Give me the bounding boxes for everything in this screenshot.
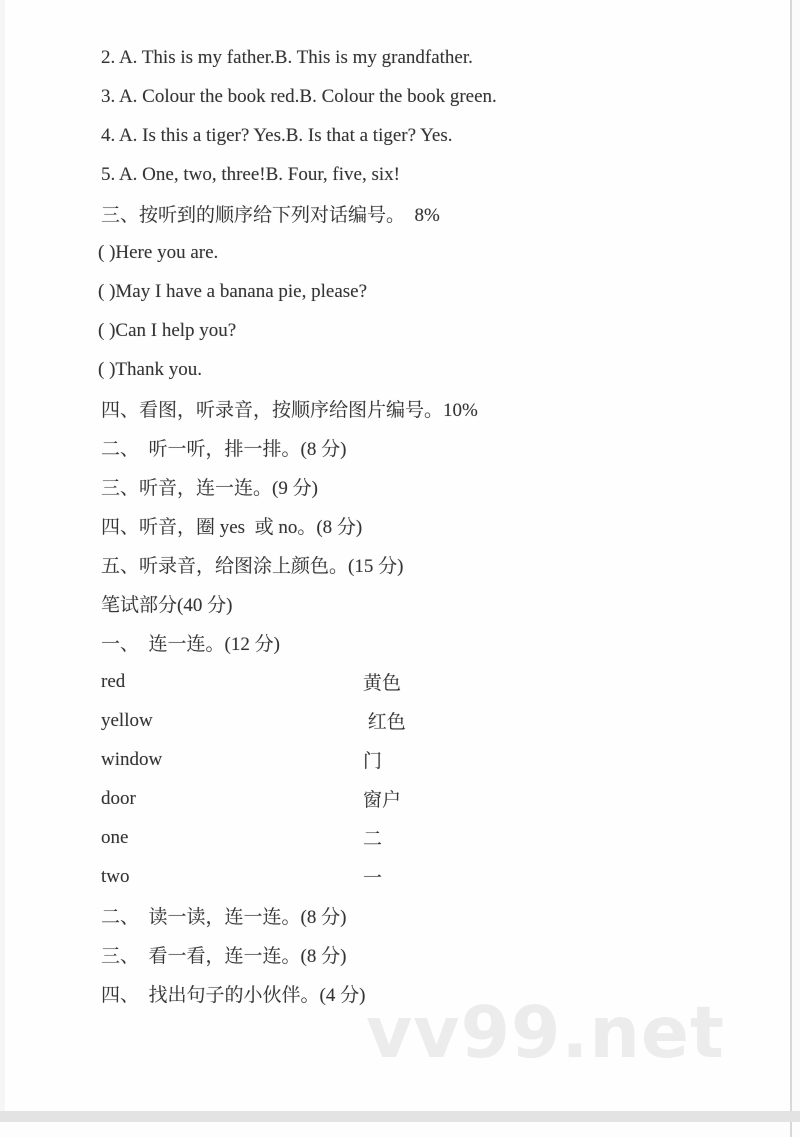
dialogue-line: ( )Thank you. bbox=[98, 358, 202, 380]
paper-part-line: 五、听录音，给图涂上颜色。(15 分) bbox=[101, 556, 404, 577]
match-row bbox=[101, 857, 761, 896]
page-left-edge bbox=[0, 0, 5, 1137]
dialogue-line: ( )Can I help you? bbox=[98, 319, 237, 341]
paper-part-line: 二、 听一听，排一排。(8 分) bbox=[101, 439, 347, 460]
match-word-zh: 二 bbox=[363, 829, 383, 850]
paper-part-line: 三、听音，连一连。(9 分) bbox=[101, 478, 318, 499]
next-page-edge bbox=[0, 1122, 800, 1137]
page-bottom-separator bbox=[0, 1111, 800, 1122]
written-section-four-heading: 四、 找出句子的小伙伴。(4 分) bbox=[101, 985, 366, 1006]
match-word-en: red bbox=[101, 670, 126, 692]
match-word-en: two bbox=[101, 865, 130, 887]
choice-option-line: 5. A. One, two, three!B. Four, five, six! bbox=[101, 163, 400, 185]
match-word-zh: 红色 bbox=[363, 712, 406, 733]
match-row bbox=[101, 662, 761, 701]
match-row bbox=[101, 779, 761, 818]
choice-option-line: 2. A. This is my father.B. This is my grandfather. bbox=[101, 46, 473, 68]
match-word-zh: 窗户 bbox=[363, 790, 402, 811]
paper-part-line: 四、听音，圈 yes 或 no。(8 分) bbox=[101, 517, 363, 538]
section-four-heading: 四、看图，听录音，按顺序给图片编号。10% bbox=[101, 400, 478, 421]
match-row bbox=[101, 818, 761, 857]
match-word-en: yellow bbox=[101, 709, 153, 731]
watermark: vv99.net bbox=[366, 991, 725, 1074]
written-part-heading: 笔试部分(40 分) bbox=[101, 595, 233, 616]
match-word-zh: 一 bbox=[363, 868, 383, 889]
dialogue-line: ( )May I have a banana pie, please? bbox=[98, 280, 368, 302]
match-word-zh: 门 bbox=[363, 751, 383, 772]
choice-option-line: 3. A. Colour the book red.B. Colour the book green. bbox=[101, 85, 497, 107]
document-content bbox=[98, 38, 761, 1013]
written-section-two-heading: 二、 读一读，连一连。(8 分) bbox=[101, 907, 347, 928]
match-word-en: window bbox=[101, 748, 163, 770]
written-section-one-heading: 一、 连一连。(12 分) bbox=[101, 634, 280, 655]
choice-option-line: 4. A. Is this a tiger? Yes.B. Is that a tiger? Yes. bbox=[101, 124, 453, 146]
match-word-en: one bbox=[101, 826, 129, 848]
page-right-edge-line bbox=[790, 0, 792, 1137]
written-section-three-heading: 三、 看一看，连一连。(8 分) bbox=[101, 946, 347, 967]
dialogue-line: ( )Here you are. bbox=[98, 241, 219, 263]
match-row bbox=[101, 701, 761, 740]
match-word-en: door bbox=[101, 787, 136, 809]
section-three-heading: 三、按听到的顺序给下列对话编号。 8% bbox=[101, 205, 440, 226]
match-word-zh: 黄色 bbox=[363, 673, 402, 694]
page-right-margin bbox=[792, 0, 800, 1137]
match-row bbox=[101, 740, 761, 779]
